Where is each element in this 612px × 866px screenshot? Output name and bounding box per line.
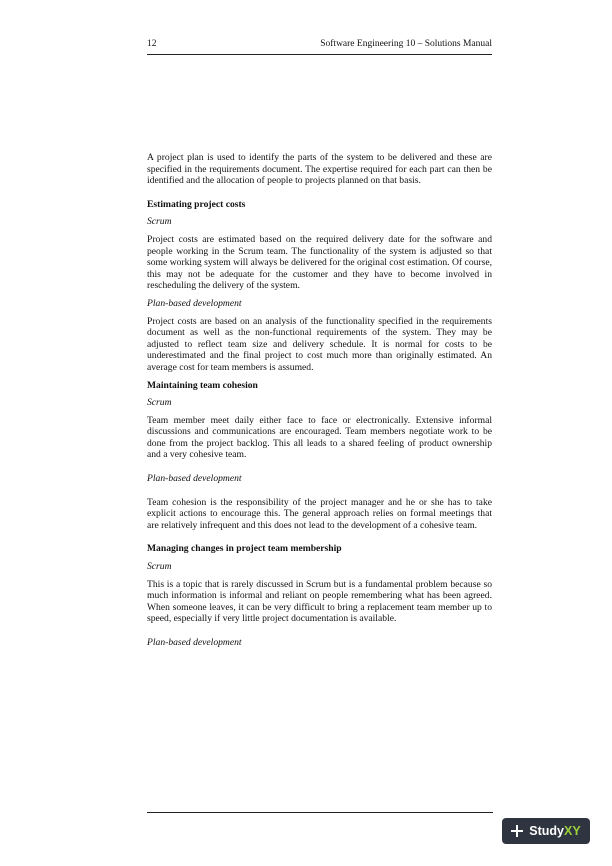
page-number: 12 (147, 39, 157, 49)
section-estimating-costs (147, 199, 492, 374)
running-title: Software Engineering 10 – Solutions Manual (320, 39, 492, 49)
plan-paragraph: Project costs are based on an analysis of the functionality specified in the requirements document as well as the non-functional requirements of the system. They may be adjusted to reflect team size and delivery schedule. It is normal for costs to be underestimated and the final project to cost much more than originally estimated. An average cost for team members is assumed. (147, 315, 492, 373)
section-team-membership (147, 543, 492, 648)
plan-label: Plan-based development (147, 473, 242, 485)
badge-text-xy: XY (564, 824, 581, 838)
section-heading: Managing changes in project team membership (147, 543, 342, 555)
section-team-cohesion (147, 380, 492, 532)
section-heading: Maintaining team cohesion (147, 379, 258, 391)
studyxy-badge[interactable] (502, 818, 590, 844)
scrum-paragraph: This is a topic that is rarely discussed in Scrum but is a fundamental problem because so much information is informal and reliant on people remembering what has been agreed. When someone leaves, it can be very difficult to bring a replacement team member up to speed, especially if very little project documentation is available. (147, 578, 492, 625)
section-heading: Estimating project costs (147, 198, 246, 210)
intro-paragraph: A project plan is used to identify the parts of the system to be delivered and these are specified in the requirements document. The expertise required for each part can then be identified and the allocation of people to projects planned on that basis. (147, 152, 492, 187)
plan-label: Plan-based development (147, 637, 242, 648)
badge-text-study: Study (529, 824, 565, 838)
footer-rule (147, 812, 493, 813)
page-header (147, 38, 492, 55)
scrum-paragraph: Team member meet daily either face to face or electronically. Extensive informal discussions and communications are encouraged. Team members negotiate work to be done from the project backlog. This all leads to a shared feeling of product ownership and a very cohesive team. (147, 414, 492, 461)
scrum-paragraph: Project costs are estimated based on the required delivery date for the software and people working in the Scrum team. The functionality of the system is adjusted so that some working system will always be delivered for the original cost estimation. Of course, this may not be adequate for the customer and they have to become involved in rescheduling the delivery of the system. (147, 233, 492, 292)
scrum-label: Scrum (147, 561, 172, 573)
scrum-label: Scrum (147, 216, 172, 228)
plus-icon (511, 825, 523, 837)
plan-paragraph: Team cohesion is the responsibility of the project manager and he or she has to take explicit actions to encourage this. The general approach relies on formal meetings that are relatively infrequent and this does not lead to the development of a cohesive team. (147, 496, 492, 531)
scrum-label: Scrum (147, 397, 172, 409)
plan-label: Plan-based development (147, 297, 242, 309)
page-content (147, 152, 492, 655)
